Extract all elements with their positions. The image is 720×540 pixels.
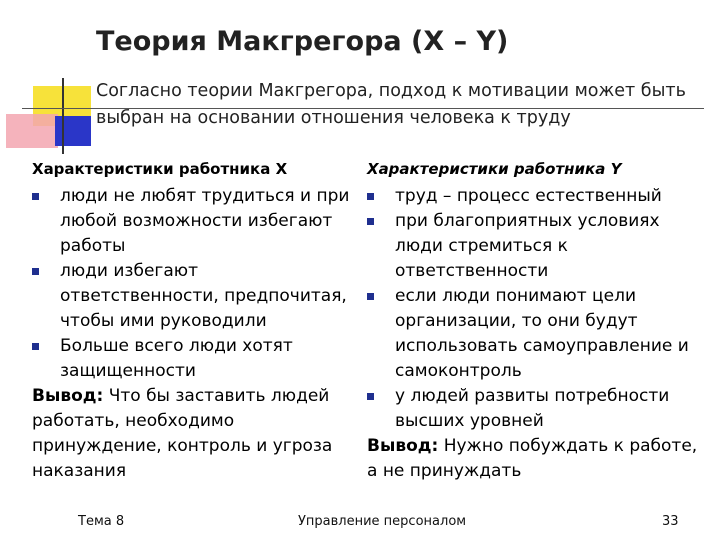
conclusion-label: Вывод: — [367, 436, 439, 456]
list-item — [32, 259, 362, 334]
worker-y-column — [367, 160, 702, 484]
list-item-text: люди избегают ответственности, предпочитая, чтобы ими руководили — [60, 261, 347, 331]
list-item-text: Больше всего люди хотят защищенности — [60, 336, 293, 381]
page-subtitle: Согласно теории Макгрегора, подход к мотивации может быть выбран на основании отношения человека к труду — [96, 81, 686, 128]
list-item — [32, 184, 362, 259]
footer-page-number: 33 — [662, 514, 679, 529]
worker-y-list — [367, 184, 702, 434]
list-item — [367, 184, 702, 209]
bullet-icon — [32, 268, 39, 275]
decor-blue-square — [55, 116, 91, 146]
worker-x-conclusion — [32, 384, 362, 484]
footer-course: Управление персоналом — [298, 514, 467, 529]
bullet-icon — [32, 193, 39, 200]
list-item-text: люди не любят трудиться и при любой возможности избегают работы — [60, 186, 350, 256]
list-item — [367, 384, 702, 434]
bullet-icon — [32, 343, 39, 350]
list-item-text: труд – процесс естественный — [395, 186, 662, 206]
bullet-icon — [367, 293, 374, 300]
list-item — [32, 334, 362, 384]
footer-topic: Тема 8 — [78, 514, 125, 529]
list-item — [367, 284, 702, 384]
worker-x-heading: Характеристики работника X — [32, 160, 288, 178]
worker-y-heading: Характеристики работника Y — [367, 160, 622, 178]
page-title: Теория Макгрегора (X – Y) — [96, 26, 509, 57]
worker-x-list — [32, 184, 362, 384]
conclusion-label: Вывод: — [32, 386, 104, 406]
worker-x-column — [32, 160, 362, 484]
list-item-text: при благоприятных условиях люди стремиться к ответственности — [395, 211, 660, 281]
list-item — [367, 209, 702, 284]
bullet-icon — [367, 193, 374, 200]
bullet-icon — [367, 393, 374, 400]
worker-y-conclusion — [367, 434, 702, 484]
decor-pink-square — [6, 114, 58, 148]
bullet-icon — [367, 218, 374, 225]
decor-vertical-line — [62, 78, 64, 154]
conclusion-text: Что бы заставить людей работать, необходимо принуждение, контроль и угроза наказания — [32, 386, 333, 481]
list-item-text: если люди понимают цели организации, то они будут использовать самоуправление и самоконтроль — [395, 286, 689, 381]
conclusion-text: Нужно побуждать к работе, а не принуждать — [367, 436, 698, 481]
list-item-text: у людей развиты потребности высших уровней — [395, 386, 670, 431]
